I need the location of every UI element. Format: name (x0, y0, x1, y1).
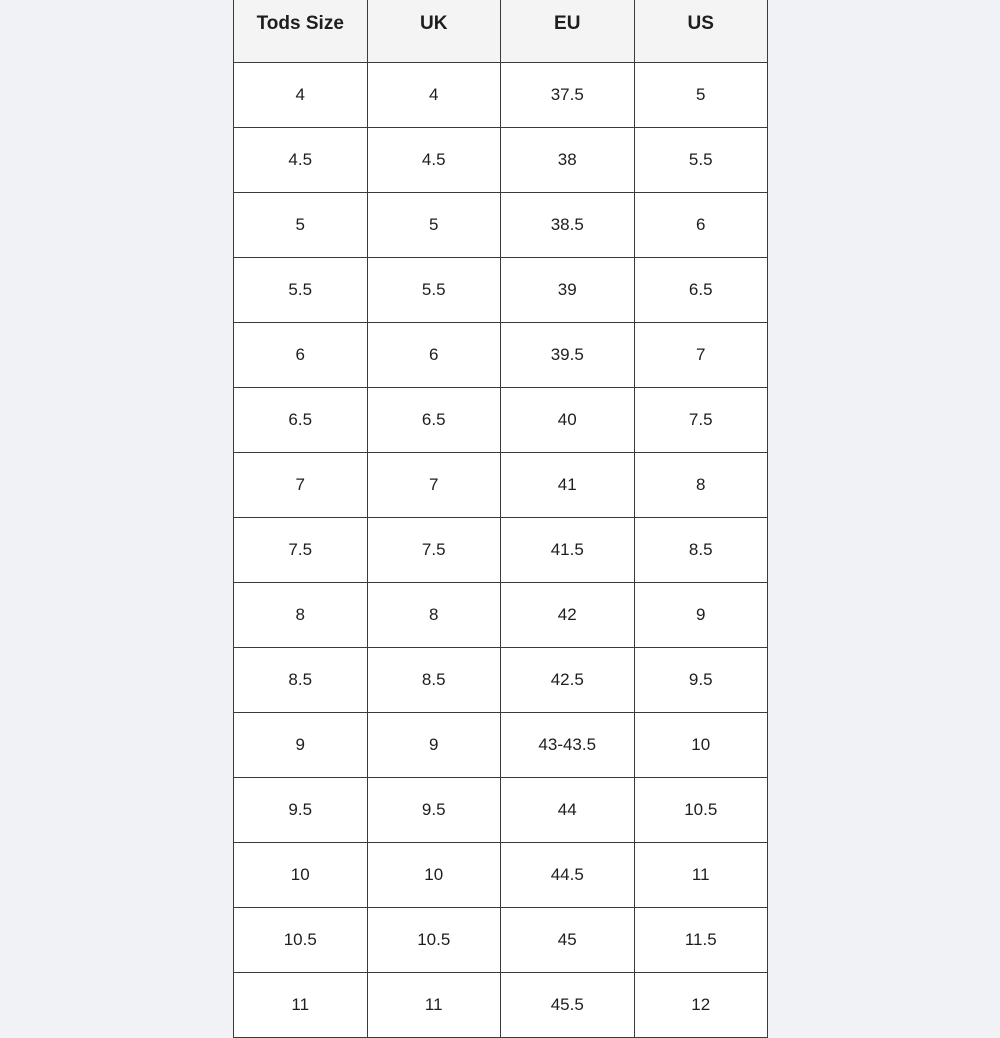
cell-tods-size: 6.5 (234, 388, 368, 453)
cell-eu: 44 (501, 778, 635, 843)
cell-uk: 11 (367, 973, 501, 1038)
cell-eu: 39 (501, 258, 635, 323)
cell-tods-size: 9 (234, 713, 368, 778)
table-row (234, 323, 768, 388)
cell-us: 11 (634, 843, 768, 908)
cell-us: 5.5 (634, 128, 768, 193)
table-row (234, 843, 768, 908)
table-row (234, 908, 768, 973)
cell-us: 10.5 (634, 778, 768, 843)
cell-eu: 42.5 (501, 648, 635, 713)
cell-eu: 38 (501, 128, 635, 193)
cell-tods-size: 5.5 (234, 258, 368, 323)
cell-us: 8.5 (634, 518, 768, 583)
cell-uk: 4.5 (367, 128, 501, 193)
cell-uk: 8 (367, 583, 501, 648)
table-row (234, 583, 768, 648)
cell-eu: 41 (501, 453, 635, 518)
header-us: US (634, 0, 768, 63)
cell-us: 12 (634, 973, 768, 1038)
table-row (234, 388, 768, 453)
table-row (234, 518, 768, 583)
cell-us: 7 (634, 323, 768, 388)
cell-tods-size: 8 (234, 583, 368, 648)
cell-uk: 5.5 (367, 258, 501, 323)
cell-tods-size: 10 (234, 843, 368, 908)
cell-eu: 39.5 (501, 323, 635, 388)
cell-uk: 8.5 (367, 648, 501, 713)
cell-uk: 7.5 (367, 518, 501, 583)
table-body (234, 63, 768, 1038)
table-row (234, 258, 768, 323)
cell-eu: 45.5 (501, 973, 635, 1038)
cell-tods-size: 8.5 (234, 648, 368, 713)
table-row (234, 63, 768, 128)
cell-uk: 5 (367, 193, 501, 258)
table-row (234, 778, 768, 843)
cell-eu: 44.5 (501, 843, 635, 908)
cell-us: 6.5 (634, 258, 768, 323)
table-row (234, 193, 768, 258)
cell-us: 6 (634, 193, 768, 258)
table-row (234, 128, 768, 193)
table-row (234, 453, 768, 518)
cell-uk: 10.5 (367, 908, 501, 973)
cell-us: 10 (634, 713, 768, 778)
cell-uk: 9 (367, 713, 501, 778)
cell-eu: 38.5 (501, 193, 635, 258)
table-row (234, 973, 768, 1038)
cell-eu: 37.5 (501, 63, 635, 128)
header-uk: UK (367, 0, 501, 63)
cell-uk: 6 (367, 323, 501, 388)
cell-eu: 45 (501, 908, 635, 973)
table-header (234, 0, 768, 63)
cell-tods-size: 4 (234, 63, 368, 128)
cell-uk: 4 (367, 63, 501, 128)
cell-tods-size: 5 (234, 193, 368, 258)
cell-eu: 43-43.5 (501, 713, 635, 778)
cell-tods-size: 6 (234, 323, 368, 388)
cell-us: 11.5 (634, 908, 768, 973)
cell-uk: 6.5 (367, 388, 501, 453)
cell-uk: 10 (367, 843, 501, 908)
table-row (234, 648, 768, 713)
header-row (234, 0, 768, 63)
cell-us: 5 (634, 63, 768, 128)
cell-us: 7.5 (634, 388, 768, 453)
cell-eu: 41.5 (501, 518, 635, 583)
header-eu: EU (501, 0, 635, 63)
cell-eu: 42 (501, 583, 635, 648)
cell-tods-size: 9.5 (234, 778, 368, 843)
cell-uk: 9.5 (367, 778, 501, 843)
table-row (234, 713, 768, 778)
cell-us: 8 (634, 453, 768, 518)
cell-us: 9 (634, 583, 768, 648)
cell-uk: 7 (367, 453, 501, 518)
cell-us: 9.5 (634, 648, 768, 713)
cell-tods-size: 10.5 (234, 908, 368, 973)
size-conversion-table (233, 0, 768, 1038)
cell-tods-size: 7.5 (234, 518, 368, 583)
header-tods-size: Tods Size (234, 0, 368, 63)
cell-tods-size: 11 (234, 973, 368, 1038)
cell-tods-size: 7 (234, 453, 368, 518)
cell-eu: 40 (501, 388, 635, 453)
cell-tods-size: 4.5 (234, 128, 368, 193)
